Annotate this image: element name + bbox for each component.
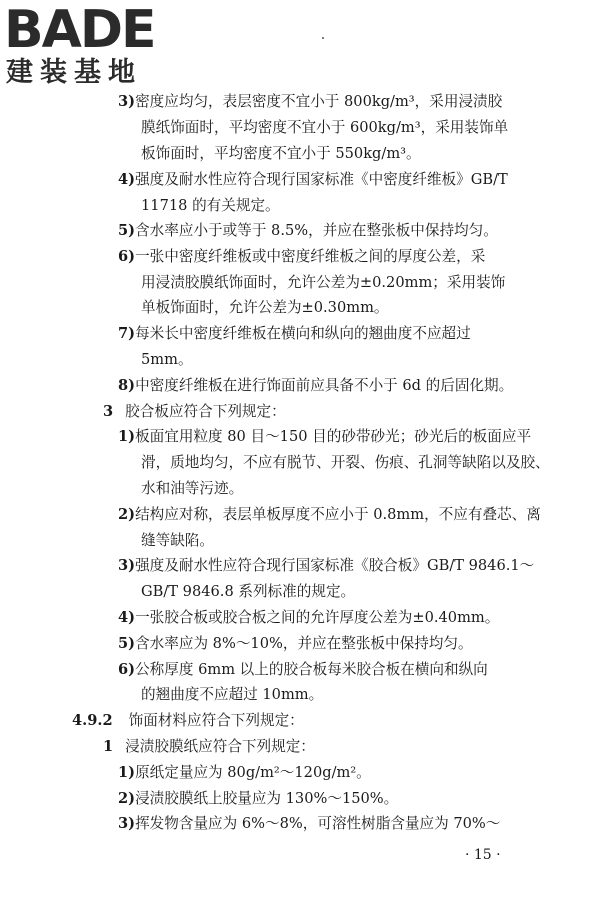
page-number: · 15 · xyxy=(465,847,501,863)
text-line: 6)一张中密度纤维板或中密度纤维板之间的厚度公差，采 xyxy=(118,248,486,265)
text-line: 5)含水率应为 8%～10%，并应在整张板中保持均匀。 xyxy=(118,635,473,652)
text-line: 用浸渍胶膜纸饰面时，允许公差为±0.20mm；采用装饰 xyxy=(141,274,506,291)
text-line: 的翘曲度不应超过 10mm。 xyxy=(141,686,324,703)
text-line: 单板饰面时，允许公差为±0.30mm。 xyxy=(141,299,389,316)
text-line: 缝等缺陷。 xyxy=(141,532,214,549)
scan-speck xyxy=(322,37,324,39)
text-line: 5mm。 xyxy=(141,351,193,368)
text-line: 板饰面时，平均密度不宜小于 550kg/m³。 xyxy=(141,145,421,162)
logo-subtitle: 建装基地 xyxy=(6,57,142,88)
text-line: 3)挥发物含量应为 6%～8%，可溶性树脂含量应为 70%～ xyxy=(118,815,501,832)
text-line: 6)公称厚度 6mm 以上的胶合板每米胶合板在横向和纵向 xyxy=(118,661,488,678)
text-line: 8)中密度纤维板在进行饰面前应具备不小于 6d 的后固化期。 xyxy=(118,377,514,394)
text-line: 11718 的有关规定。 xyxy=(141,197,280,214)
text-line: 4)强度及耐水性应符合现行国家标准《中密度纤维板》GB/T xyxy=(118,171,508,188)
text-line: 1 浸渍胶膜纸应符合下列规定： xyxy=(103,738,315,755)
text-line: 3)强度及耐水性应符合现行国家标准《胶合板》GB/T 9846.1～ xyxy=(118,557,535,574)
logo-wordmark: BADE xyxy=(4,0,155,60)
text-line: 3)密度应均匀，表层密度不宜小于 800kg/m³，采用浸渍胶 xyxy=(118,93,503,110)
text-line: 7)每米长中密度纤维板在横向和纵向的翘曲度不应超过 xyxy=(118,325,471,342)
text-line: 3 胶合板应符合下列规定： xyxy=(103,403,286,420)
text-line: 滑，质地均匀，不应有脱节、开裂、伤痕、孔洞等缺陷以及胶、 xyxy=(141,454,550,471)
text-line: 4.9.2 饰面材料应符合下列规定： xyxy=(72,712,304,729)
bade-logo xyxy=(4,0,184,90)
text-line: 膜纸饰面时，平均密度不宜小于 600kg/m³，采用装饰单 xyxy=(141,119,509,136)
text-line: 1)板面宜用粒度 80 目～150 目的砂带砂光；砂光后的板面应平 xyxy=(118,428,532,445)
text-line: 5)含水率应小于或等于 8.5%，并应在整张板中保持均匀。 xyxy=(118,222,498,239)
text-line: 4)一张胶合板或胶合板之间的允许厚度公差为±0.40mm。 xyxy=(118,609,500,626)
text-line: GB/T 9846.8 系列标准的规定。 xyxy=(141,583,356,600)
text-line: 水和油等污迹。 xyxy=(141,480,244,497)
text-line: 2)浸渍胶膜纸上胶量应为 130%～150%。 xyxy=(118,790,399,807)
text-line: 1)原纸定量应为 80g/m²～120g/m²。 xyxy=(118,764,371,781)
text-line: 2)结构应对称，表层单板厚度不应小于 0.8mm，不应有叠芯、离 xyxy=(118,506,541,523)
